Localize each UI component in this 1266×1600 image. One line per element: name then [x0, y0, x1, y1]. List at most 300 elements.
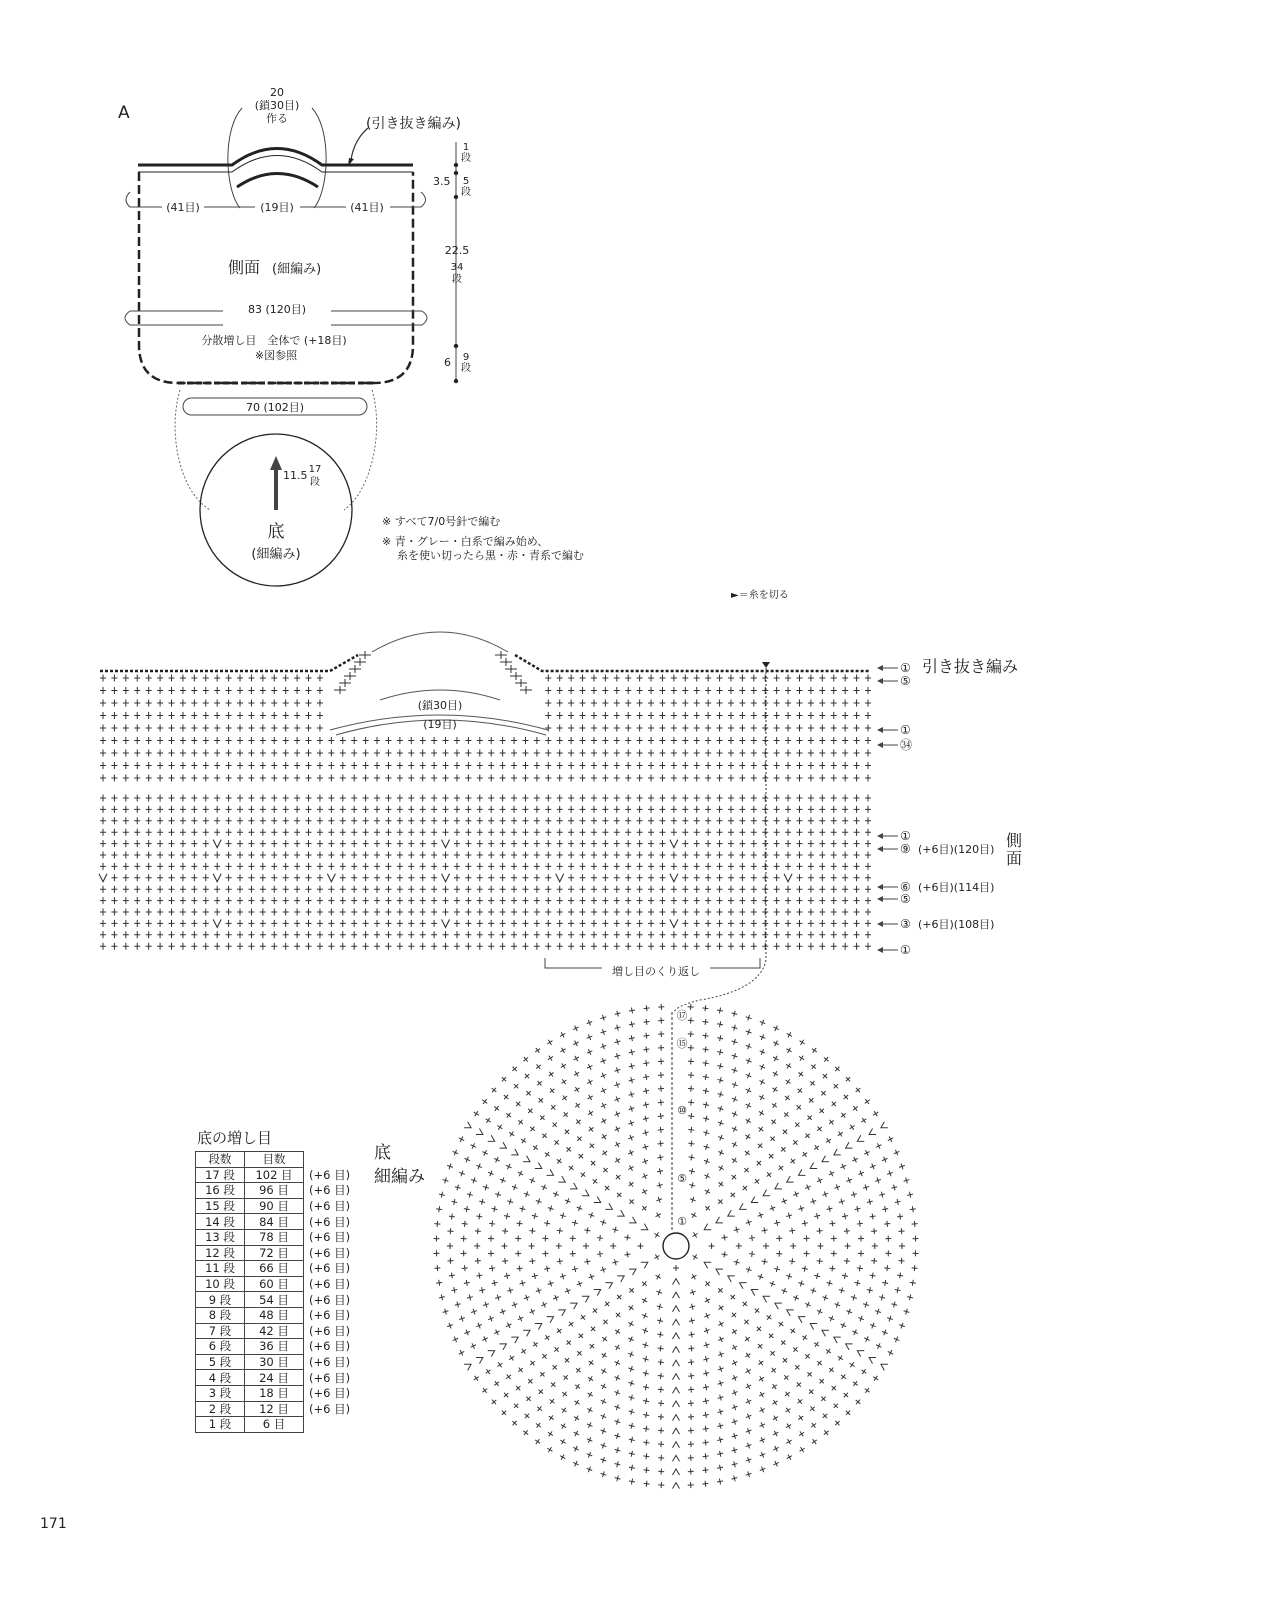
- single-crochet-stitch: [716, 1286, 724, 1294]
- single-crochet-stitch: [203, 852, 209, 859]
- single-crochet-stitch: [470, 1177, 478, 1185]
- single-crochet-stitch: [248, 775, 254, 782]
- increase-stitch: [582, 1190, 591, 1199]
- single-crochet-stitch: [591, 1177, 599, 1185]
- single-crochet-stitch: [408, 775, 414, 782]
- single-crochet-stitch: [500, 829, 506, 836]
- single-crochet-stitch: [408, 806, 414, 813]
- single-crochet-stitch: [854, 1086, 862, 1094]
- single-crochet-stitch: [463, 1156, 471, 1164]
- single-crochet-stitch: [762, 775, 768, 782]
- single-crochet-stitch: [717, 1365, 725, 1373]
- single-crochet-stitch: [531, 1272, 538, 1279]
- single-crochet-stitch: [397, 897, 403, 904]
- single-crochet-stitch: [842, 750, 848, 757]
- single-crochet-stitch: [454, 920, 460, 927]
- increase-stitch: [702, 1259, 711, 1268]
- increase-stitch: [442, 874, 450, 882]
- single-crochet-stitch: [157, 886, 163, 893]
- single-crochet-stitch: [271, 750, 277, 757]
- single-crochet-stitch: [808, 737, 814, 744]
- single-crochet-stitch: [739, 863, 745, 870]
- single-crochet-stitch: [717, 795, 723, 802]
- increase-cell: (+6 目): [309, 1167, 351, 1182]
- single-crochet-stitch: [785, 806, 791, 813]
- single-crochet-stitch: [758, 1391, 766, 1399]
- single-crochet-stitch: [682, 931, 688, 938]
- single-crochet-stitch: [753, 1306, 761, 1314]
- row-labels: [877, 661, 994, 957]
- single-crochet-stitch: [643, 1412, 650, 1419]
- single-crochet-stitch: [614, 886, 620, 893]
- single-crochet-stitch: [819, 712, 825, 719]
- single-crochet-stitch: [836, 1130, 844, 1138]
- single-crochet-stitch: [519, 1205, 526, 1212]
- stitch-count-cell: 6 目: [245, 1417, 304, 1433]
- single-crochet-stitch: [123, 874, 129, 881]
- single-crochet-stitch: [648, 806, 654, 813]
- single-crochet-stitch: [465, 874, 471, 881]
- single-crochet-stitch: [568, 750, 574, 757]
- single-crochet-stitch: [191, 897, 197, 904]
- row-count-cell: 17 段: [196, 1167, 245, 1183]
- single-crochet-stitch: [785, 897, 791, 904]
- single-crochet-stitch: [294, 863, 300, 870]
- single-crochet-stitch: [717, 1063, 724, 1070]
- single-crochet-stitch: [472, 1374, 480, 1382]
- single-crochet-stitch: [717, 1394, 724, 1401]
- single-crochet-stitch: [637, 897, 643, 904]
- increase-stitch: [673, 1415, 680, 1421]
- single-crochet-stitch: [531, 1143, 539, 1151]
- row-count-cell: 5 段: [196, 1354, 245, 1370]
- single-crochet-stitch: [688, 1045, 694, 1051]
- single-crochet-stitch: [214, 762, 220, 769]
- single-crochet-stitch: [516, 1118, 524, 1126]
- single-crochet-stitch: [854, 840, 860, 847]
- single-crochet-stitch: [586, 1421, 594, 1429]
- single-crochet-stitch: [237, 909, 243, 916]
- single-crochet-stitch: [568, 840, 574, 847]
- single-crochet-stitch: [191, 931, 197, 938]
- single-crochet-stitch: [705, 829, 711, 836]
- single-crochet-stitch: [569, 1235, 575, 1241]
- single-crochet-stitch: [351, 886, 357, 893]
- single-crochet-stitch: [865, 700, 871, 707]
- single-crochet-stitch: [797, 1054, 805, 1062]
- single-crochet-stitch: [146, 863, 152, 870]
- single-crochet-stitch: [248, 943, 254, 950]
- single-crochet-stitch: [100, 931, 106, 938]
- single-crochet-stitch: [476, 1213, 483, 1220]
- single-crochet-stitch: [776, 1250, 782, 1256]
- single-crochet-stitch: [643, 1019, 650, 1026]
- single-crochet-stitch: [516, 1366, 524, 1374]
- single-crochet-stitch: [739, 817, 745, 824]
- increase-cell: (+6 目): [309, 1323, 351, 1338]
- single-crochet-stitch: [134, 737, 140, 744]
- single-crochet-stitch: [180, 852, 186, 859]
- single-crochet-stitch: [463, 1279, 470, 1286]
- single-crochet-stitch: [641, 1172, 649, 1180]
- single-crochet-stitch: [745, 1398, 753, 1406]
- single-crochet-stitch: [831, 817, 837, 824]
- dim-9-n: 9: [462, 352, 470, 363]
- single-crochet-stitch: [564, 1197, 572, 1205]
- single-crochet-stitch: [614, 750, 620, 757]
- single-crochet-stitch: [625, 909, 631, 916]
- side-subtitle: (細編み): [272, 262, 322, 277]
- single-crochet-stitch: [912, 1250, 918, 1256]
- single-crochet-stitch: [492, 1379, 500, 1387]
- single-crochet-stitch: [169, 909, 175, 916]
- single-crochet-stitch: [796, 712, 802, 719]
- single-crochet-stitch: [792, 1294, 800, 1302]
- single-crochet-stitch: [226, 943, 232, 950]
- increase-stitch: [784, 874, 792, 882]
- single-crochet-stitch: [587, 1359, 595, 1367]
- single-crochet-stitch: [248, 909, 254, 916]
- increase-stitch: [738, 1203, 747, 1212]
- single-crochet-stitch: [408, 840, 414, 847]
- single-crochet-stitch: [728, 712, 734, 719]
- single-crochet-stitch: [111, 909, 117, 916]
- side-stitch-chart: [99, 632, 871, 1012]
- single-crochet-stitch: [180, 750, 186, 757]
- single-crochet-stitch: [271, 775, 277, 782]
- single-crochet-stitch: [443, 829, 449, 836]
- single-crochet-stitch: [526, 1107, 534, 1115]
- table-row: [196, 1167, 355, 1183]
- single-crochet-stitch: [731, 1125, 739, 1133]
- single-crochet-stitch: [659, 886, 665, 893]
- single-crochet-stitch: [100, 920, 106, 927]
- single-crochet-stitch: [557, 762, 563, 769]
- single-crochet-stitch: [111, 737, 117, 744]
- single-crochet-stitch: [694, 863, 700, 870]
- single-crochet-stitch: [248, 897, 254, 904]
- single-crochet-stitch: [753, 1177, 761, 1185]
- single-crochet-stitch: [434, 1265, 441, 1272]
- single-crochet-stitch: [248, 886, 254, 893]
- single-crochet-stitch: [180, 762, 186, 769]
- single-crochet-stitch: [123, 886, 129, 893]
- single-crochet-stitch: [705, 775, 711, 782]
- single-crochet-stitch: [580, 943, 586, 950]
- single-crochet-stitch: [260, 931, 266, 938]
- single-crochet-stitch: [863, 1335, 871, 1343]
- single-crochet-stitch: [717, 1105, 725, 1113]
- single-crochet-stitch: [446, 1322, 454, 1330]
- single-crochet-stitch: [739, 712, 745, 719]
- single-crochet-stitch: [588, 1142, 596, 1150]
- single-crochet-stitch: [512, 1402, 520, 1410]
- single-crochet-stitch: [731, 1140, 739, 1148]
- single-crochet-stitch: [306, 943, 312, 950]
- single-crochet-stitch: [123, 863, 129, 870]
- single-crochet-stitch: [586, 1063, 594, 1071]
- single-crochet-stitch: [443, 897, 449, 904]
- single-crochet-stitch: [637, 750, 643, 757]
- single-crochet-stitch: [559, 1422, 567, 1430]
- single-crochet-stitch: [568, 897, 574, 904]
- single-crochet-stitch: [548, 1086, 556, 1094]
- single-crochet-stitch: [808, 909, 814, 916]
- single-crochet-stitch: [317, 829, 323, 836]
- single-crochet-stitch: [717, 700, 723, 707]
- single-crochet-stitch: [819, 675, 825, 682]
- single-crochet-stitch: [784, 1062, 792, 1070]
- single-crochet-stitch: [547, 1414, 555, 1422]
- single-crochet-stitch: [511, 1301, 519, 1309]
- single-crochet-stitch: [191, 909, 197, 916]
- single-crochet-stitch: [739, 737, 745, 744]
- single-crochet-stitch: [134, 675, 140, 682]
- single-crochet-stitch: [728, 775, 734, 782]
- single-crochet-stitch: [260, 852, 266, 859]
- single-crochet-stitch: [614, 1418, 622, 1426]
- single-crochet-stitch: [785, 931, 791, 938]
- single-crochet-stitch: [600, 1219, 608, 1227]
- single-crochet-stitch: [157, 897, 163, 904]
- increase-cell: (+6 目): [309, 1199, 351, 1214]
- single-crochet-stitch: [815, 1125, 823, 1133]
- single-crochet-stitch: [226, 795, 232, 802]
- single-crochet-stitch: [878, 1294, 885, 1301]
- single-crochet-stitch: [637, 886, 643, 893]
- single-crochet-stitch: [385, 943, 391, 950]
- round-mark: ⑩: [677, 1104, 687, 1117]
- handle-stitch-right: [495, 651, 507, 659]
- single-crochet-stitch: [602, 725, 608, 732]
- single-crochet-stitch: [522, 852, 528, 859]
- single-crochet-stitch: [659, 852, 665, 859]
- single-crochet-stitch: [866, 1287, 873, 1294]
- single-crochet-stitch: [534, 817, 540, 824]
- single-crochet-stitch: [351, 795, 357, 802]
- single-crochet-stitch: [568, 806, 574, 813]
- single-crochet-stitch: [557, 725, 563, 732]
- single-crochet-stitch: [658, 1427, 664, 1433]
- single-crochet-stitch: [642, 1356, 649, 1363]
- single-crochet-stitch: [510, 1419, 518, 1427]
- single-crochet-stitch: [157, 863, 163, 870]
- single-crochet-stitch: [586, 1033, 594, 1041]
- single-crochet-stitch: [648, 897, 654, 904]
- single-crochet-stitch: [796, 725, 802, 732]
- single-crochet-stitch: [294, 829, 300, 836]
- single-crochet-stitch: [512, 1082, 520, 1090]
- single-crochet-stitch: [688, 1085, 695, 1092]
- single-crochet-stitch: [785, 700, 791, 707]
- increase-stitch: [617, 1273, 626, 1282]
- single-crochet-stitch: [671, 817, 677, 824]
- single-crochet-stitch: [805, 1113, 813, 1121]
- single-crochet-stitch: [180, 700, 186, 707]
- single-crochet-stitch: [797, 1430, 805, 1438]
- single-crochet-stitch: [739, 700, 745, 707]
- single-crochet-stitch: [283, 920, 289, 927]
- single-crochet-stitch: [511, 897, 517, 904]
- single-crochet-stitch: [648, 737, 654, 744]
- single-crochet-stitch: [789, 1157, 797, 1165]
- increase-cell: (+6 目): [309, 1183, 351, 1198]
- single-crochet-stitch: [111, 806, 117, 813]
- increase-cell: (+6 目): [309, 1214, 351, 1229]
- single-crochet-stitch: [516, 1265, 523, 1272]
- single-crochet-stitch: [762, 700, 768, 707]
- single-crochet-stitch: [488, 829, 494, 836]
- single-crochet-stitch: [157, 852, 163, 859]
- single-crochet-stitch: [477, 840, 483, 847]
- single-crochet-stitch: [271, 886, 277, 893]
- single-crochet-stitch: [717, 1320, 725, 1328]
- single-crochet-stitch: [385, 863, 391, 870]
- single-crochet-stitch: [363, 920, 369, 927]
- single-crochet-stitch: [854, 909, 860, 916]
- single-crochet-stitch: [111, 817, 117, 824]
- dim-6: 6: [444, 356, 451, 369]
- single-crochet-stitch: [588, 1342, 596, 1350]
- single-crochet-stitch: [641, 1312, 649, 1320]
- single-crochet-stitch: [586, 1048, 594, 1056]
- single-crochet-stitch: [561, 1373, 569, 1381]
- single-crochet-stitch: [100, 725, 106, 732]
- single-crochet-stitch: [637, 852, 643, 859]
- increase-stitch: [535, 1162, 544, 1171]
- single-crochet-stitch: [226, 817, 232, 824]
- single-crochet-stitch: [560, 1078, 568, 1086]
- single-crochet-stitch: [431, 806, 437, 813]
- single-crochet-stitch: [751, 762, 757, 769]
- single-crochet-stitch: [572, 1039, 580, 1047]
- single-crochet-stitch: [237, 852, 243, 859]
- single-crochet-stitch: [613, 1125, 621, 1133]
- single-crochet-stitch: [688, 1441, 694, 1447]
- single-crochet-stitch: [203, 829, 209, 836]
- single-crochet-stitch: [397, 817, 403, 824]
- single-crochet-stitch: [564, 1287, 572, 1295]
- single-crochet-stitch: [420, 817, 426, 824]
- single-crochet-stitch: [774, 712, 780, 719]
- single-crochet-stitch: [408, 931, 414, 938]
- single-crochet-stitch: [374, 874, 380, 881]
- single-crochet-stitch: [602, 897, 608, 904]
- single-crochet-stitch: [226, 687, 232, 694]
- single-crochet-stitch: [466, 1191, 473, 1198]
- single-crochet-stitch: [408, 897, 414, 904]
- single-crochet-stitch: [552, 1190, 560, 1198]
- single-crochet-stitch: [733, 1226, 740, 1233]
- single-crochet-stitch: [858, 1250, 864, 1256]
- single-crochet-stitch: [591, 762, 597, 769]
- single-crochet-stitch: [705, 909, 711, 916]
- single-crochet-stitch: [203, 700, 209, 707]
- increase-stitch: [523, 1327, 532, 1336]
- single-crochet-stitch: [688, 1154, 695, 1161]
- single-crochet-stitch: [447, 1258, 453, 1264]
- single-crochet-stitch: [757, 1375, 765, 1383]
- single-crochet-stitch: [557, 817, 563, 824]
- single-crochet-stitch: [465, 806, 471, 813]
- single-crochet-stitch: [169, 863, 175, 870]
- single-crochet-stitch: [226, 806, 232, 813]
- single-crochet-stitch: [294, 897, 300, 904]
- single-crochet-stitch: [477, 817, 483, 824]
- single-crochet-stitch: [803, 1250, 809, 1256]
- single-crochet-stitch: [522, 817, 528, 824]
- single-crochet-stitch: [431, 762, 437, 769]
- increase-table: [195, 1151, 355, 1433]
- single-crochet-stitch: [739, 795, 745, 802]
- single-crochet-stitch: [454, 943, 460, 950]
- single-crochet-stitch: [226, 737, 232, 744]
- single-crochet-stitch: [751, 863, 757, 870]
- single-crochet-stitch: [597, 1251, 604, 1258]
- single-crochet-stitch: [838, 1198, 845, 1205]
- single-crochet-stitch: [306, 712, 312, 719]
- single-crochet-stitch: [363, 897, 369, 904]
- single-crochet-stitch: [842, 1093, 850, 1101]
- single-crochet-stitch: [653, 1231, 661, 1239]
- single-crochet-stitch: [248, 737, 254, 744]
- single-crochet-stitch: [540, 1352, 548, 1360]
- single-crochet-stitch: [533, 1437, 541, 1445]
- single-crochet-stitch: [214, 775, 220, 782]
- single-crochet-stitch: [865, 840, 871, 847]
- single-crochet-stitch: [180, 687, 186, 694]
- single-crochet-stitch: [658, 1400, 665, 1407]
- single-crochet-stitch: [351, 806, 357, 813]
- single-crochet-stitch: [602, 931, 608, 938]
- single-crochet-stitch: [504, 1213, 511, 1220]
- single-crochet-stitch: [832, 1082, 840, 1090]
- single-crochet-stitch: [751, 909, 757, 916]
- stitch-count-cell: 60 目: [245, 1276, 304, 1292]
- single-crochet-stitch: [613, 1343, 621, 1351]
- single-crochet-stitch: [111, 920, 117, 927]
- single-crochet-stitch: [862, 1184, 869, 1191]
- single-crochet-stitch: [774, 762, 780, 769]
- single-crochet-stitch: [294, 700, 300, 707]
- single-crochet-stitch: [642, 1384, 649, 1391]
- table-row: [196, 1354, 355, 1370]
- single-crochet-stitch: [203, 725, 209, 732]
- single-crochet-stitch: [260, 675, 266, 682]
- single-crochet-stitch: [557, 750, 563, 757]
- single-crochet-stitch: [123, 852, 129, 859]
- single-crochet-stitch: [169, 897, 175, 904]
- stitch-count-cell: 78 目: [245, 1229, 304, 1245]
- single-crochet-stitch: [759, 1466, 767, 1474]
- single-crochet-stitch: [591, 737, 597, 744]
- single-crochet-stitch: [637, 700, 643, 707]
- single-crochet-stitch: [730, 1311, 738, 1319]
- single-crochet-stitch: [739, 806, 745, 813]
- single-crochet-stitch: [844, 1258, 851, 1265]
- single-crochet-stitch: [545, 762, 551, 769]
- single-crochet-stitch: [237, 737, 243, 744]
- single-crochet-stitch: [157, 840, 163, 847]
- center-count: (19目): [260, 201, 294, 214]
- single-crochet-stitch: [796, 775, 802, 782]
- single-crochet-stitch: [363, 931, 369, 938]
- single-crochet-stitch: [602, 700, 608, 707]
- single-crochet-stitch: [523, 1072, 531, 1080]
- single-crochet-stitch: [654, 1211, 662, 1219]
- single-crochet-stitch: [774, 863, 780, 870]
- single-crochet-stitch: [454, 817, 460, 824]
